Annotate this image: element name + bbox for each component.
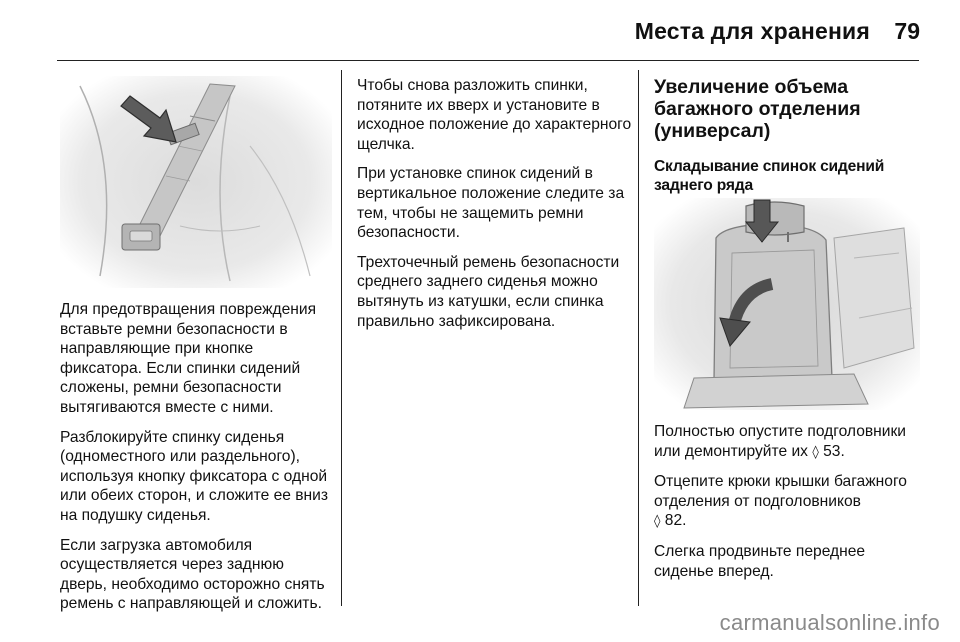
column-1	[60, 300, 332, 624]
subsection-heading: Складывание спинок сидений заднего ряда	[654, 158, 885, 194]
page-reference-icon: ◊	[654, 514, 661, 530]
page-reference: 82.	[664, 512, 687, 530]
column-3	[654, 76, 924, 213]
paragraph-text: Полностью опустите подголовники или демонтируйте их	[654, 423, 907, 460]
column-3-text	[654, 422, 924, 591]
paragraph-text: Отцепите крюки крышки багажного отделения от подголовников	[654, 473, 907, 510]
paragraph: Трехточечный ремень безопасности среднего заднего сиденья можно вытянуть из катушки, если спинка правильно зафиксирована.	[357, 253, 620, 330]
seat-belt-guide-illustration	[60, 76, 332, 288]
page-title: Места для хранения	[634, 18, 870, 44]
paragraph: Для предотвращения повреждения вставьте ремни безопасности в направляющие при кнопке фиксатора. Если спинки сидений сложены, ремни безопасности вытягиваются вместе с ними.	[60, 301, 317, 416]
paragraph	[654, 422, 924, 462]
page-reference-icon: ◊	[812, 444, 819, 460]
column-divider	[638, 70, 639, 606]
paragraph: Если загрузка автомобиля осуществляется через заднюю дверь, необходимо осторожно снять ремень с направляющей и сложить.	[60, 536, 325, 613]
paragraph: Чтобы снова разложить спинки, потяните их вверх и установите в исходное положение до характерного щелчка.	[357, 77, 632, 153]
paragraph: Слегка продвиньте переднее сиденье вперед.	[654, 542, 866, 580]
column-2	[357, 76, 632, 341]
paragraph: Разблокируйте спинку сиденья (одноместного или раздельного), используя кнопку фиксатора с одной или обеих сторон, и сложите ее вниз на подушку сиденья.	[60, 428, 329, 524]
paragraph	[654, 472, 924, 532]
rear-seat-folding-illustration	[654, 198, 920, 410]
paragraph: При установке спинок сидений в вертикальное положение следите за тем, чтобы не защемить ремни безопасности.	[357, 165, 625, 242]
section-heading: Увеличение объема багажного отделения (универсал)	[654, 76, 861, 142]
header-rule	[57, 60, 919, 61]
watermark: carmanualsonline.info	[719, 610, 940, 635]
page-number: 79	[894, 18, 920, 44]
page-reference: 53.	[823, 442, 845, 460]
column-divider	[341, 70, 342, 606]
